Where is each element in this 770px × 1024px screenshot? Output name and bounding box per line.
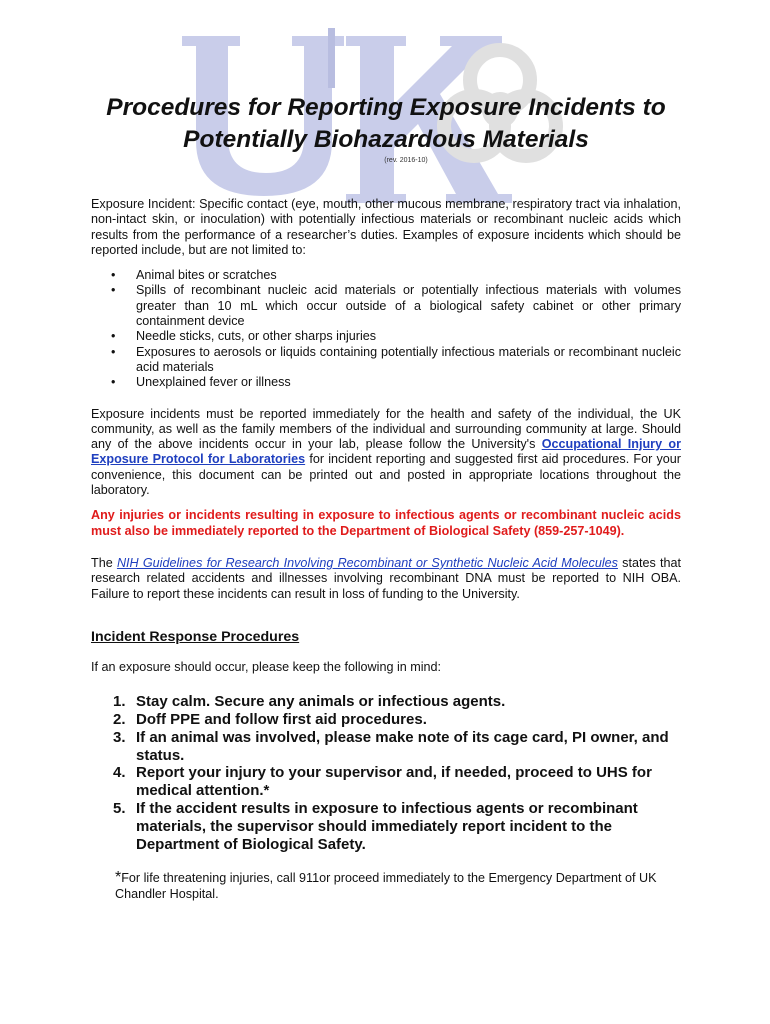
section-heading: Incident Response Procedures — [91, 628, 300, 645]
step-text: If the accident results in exposure to infectious agents or recombinant materials, the supervisor should immediately report incident to the Department of Biological Safety. — [136, 799, 638, 853]
nih-text-before: The — [91, 555, 117, 570]
revision-date: (rev. 2016-10) — [384, 157, 428, 164]
list-item-text: Animal bites or scratches — [136, 268, 277, 283]
syringe-shape — [328, 28, 335, 88]
reporting-paragraph — [91, 407, 681, 499]
step-text: Stay calm. Secure any animals or infectious agents. — [136, 693, 506, 711]
step-item — [91, 693, 681, 711]
step-number: 2. — [113, 710, 126, 728]
step-number: 4. — [113, 764, 126, 782]
bullet-icon: • — [111, 283, 116, 298]
title-line-2: Potentially Biohazardous Materials — [183, 126, 589, 153]
bullet-icon: • — [111, 329, 116, 344]
step-item — [91, 711, 681, 729]
reporting-text-after: for incident reporting and suggested first aid procedures. For your convenience, this document can be printed out and posted in appropriate locations throughout the laboratory. — [91, 452, 681, 498]
document-content — [91, 92, 681, 902]
nih-guidelines-link[interactable]: NIH Guidelines for Research Involving Recombinant or Synthetic Nucleic Acid Molecules — [116, 555, 618, 570]
list-item-text: Unexplained fever or illness — [136, 375, 291, 390]
nih-text-after: states that research related accidents and illnesses involving recombinant DNA must be reported to NIH OBA. Failure to report these incidents can result in loss of funding to the University. — [91, 555, 681, 601]
list-item-text: Spills of recombinant nucleic acid materials or potentially infectious materials with volumes greater than 10 mL which occur outside of a biological safety cabinet or other primary containment device — [136, 283, 681, 329]
step-item — [91, 800, 681, 853]
page-title — [91, 92, 681, 156]
footnote — [115, 870, 681, 902]
list-item — [91, 375, 681, 390]
step-number: 3. — [113, 728, 126, 746]
step-text: Report your injury to your supervisor and, if needed, proceed to UHS for medical attention.* — [136, 764, 652, 800]
bullet-icon: • — [111, 268, 116, 283]
biosafety-notice: Any injuries or incidents resulting in exposure to infectious agents or recombinant nucleic acids must also be immediately reported to the Department of Biological Safety (859-257-1049). — [91, 508, 681, 538]
step-item — [91, 764, 681, 800]
footnote-asterisk: * — [115, 869, 122, 887]
exposure-definition: Exposure Incident: Specific contact (eye, mouth, other mucous membrane, respiratory tract via inhalation, non-intact skin, or inoculation) with potentially infectious materials or recombinant nucleic acids which results from the performance of a researcher’s duties. Examples of exposure incidents which should be reported include, but are not limited to: — [91, 197, 681, 257]
reporting-text-before: Exposure incidents must be reported immediately for the health and safety of the individual, the UK community, as well as the family members of the individual and surrounding community at large. Should any of the above incidents occur in your lab, please follow the University's — [91, 406, 681, 452]
bullet-icon: • — [111, 375, 116, 390]
list-item — [91, 268, 681, 283]
nih-paragraph — [91, 556, 681, 602]
step-text: Doff PPE and follow first aid procedures. — [136, 710, 427, 728]
list-item — [91, 345, 681, 376]
step-number: 5. — [113, 799, 126, 817]
list-item-text: Needle sticks, cuts, or other sharps injuries — [136, 329, 377, 344]
bullet-icon: • — [111, 344, 116, 359]
list-item — [91, 283, 681, 329]
procedures-intro: If an exposure should occur, please keep the following in mind: — [91, 659, 442, 674]
title-line-1: Procedures for Reporting Exposure Incidents to — [106, 94, 666, 121]
footnote-text: For life threatening injuries, call 911or proceed immediately to the Emergency Department of UK Chandler Hospital. — [115, 871, 657, 901]
occupational-injury-protocol-link[interactable]: Occupational Injury or Exposure Protocol for Laboratories — [91, 437, 681, 467]
step-item — [91, 729, 681, 765]
step-text: If an animal was involved, please make note of its cage card, PI owner, and status. — [136, 728, 669, 764]
step-number: 1. — [113, 693, 126, 711]
list-item-text: Exposures to aerosols or liquids containing potentially infectious materials or recombinant nucleic acid materials — [136, 344, 681, 374]
exposure-examples-list — [91, 268, 681, 390]
list-item — [91, 329, 681, 344]
response-steps-list — [91, 693, 681, 853]
